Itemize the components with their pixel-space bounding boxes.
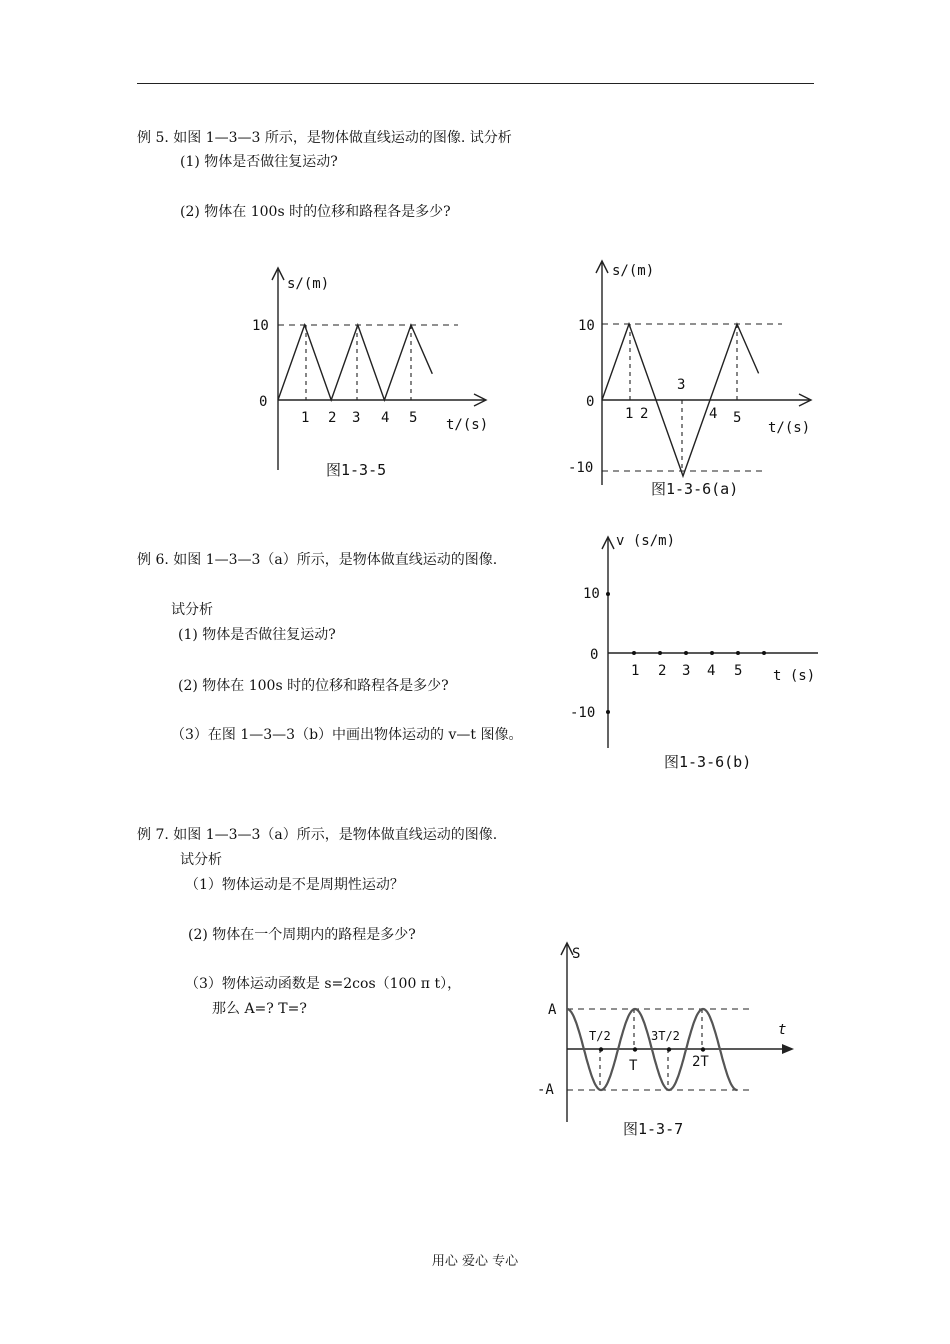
- ex5-q1: (1) 物体是否做往复运动?: [180, 154, 338, 170]
- x-tick-2T: 2T: [692, 1054, 709, 1070]
- x-axis-label: t/(s): [768, 420, 811, 436]
- x-tick-4: 4: [381, 410, 390, 426]
- y-tick-A: A: [548, 1002, 557, 1018]
- ex6-q1: (1) 物体是否做往复运动?: [178, 627, 336, 643]
- period-dot-2: [667, 1047, 671, 1051]
- x-tick-T2: T/2: [589, 1029, 611, 1043]
- y-tick-10: 10: [578, 318, 595, 334]
- x-tick-3: 3: [677, 377, 686, 393]
- ex7-sub: 试分析: [180, 852, 222, 868]
- ex7-title: 例 7. 如图 1—3—3（a）所示，是物体做直线运动的图像.: [137, 827, 498, 843]
- y-axis-label: s/(m): [612, 263, 655, 279]
- ex6-sub: 试分析: [171, 602, 213, 618]
- ex6-title: 例 6. 如图 1—3—3（a）所示，是物体做直线运动的图像.: [137, 552, 498, 568]
- period-dot-3: [701, 1047, 705, 1051]
- ex5-q2: (2) 物体在 100s 时的位移和路程各是多少?: [180, 204, 451, 220]
- x-tick-2: 2: [640, 406, 649, 422]
- ex7-q3: （3）物体运动函数是 s=2cos（100 π t），: [185, 976, 462, 992]
- x-tick-4: 4: [709, 406, 718, 422]
- caption: 图1-3-5: [326, 461, 387, 479]
- caption: 图1-3-6(a): [651, 480, 739, 498]
- x-tick-5: 5: [409, 410, 418, 426]
- y-tick-neg10: -10: [568, 460, 594, 476]
- x-tick-3: 3: [352, 410, 361, 426]
- ex7-q1: （1）物体运动是不是周期性运动？: [185, 877, 404, 893]
- ex7-q2: (2) 物体在一个周期内的路程是多少?: [188, 927, 416, 943]
- page-footer: 用心 爱心 专心: [431, 1254, 519, 1269]
- ex6-q2: (2) 物体在 100s 时的位移和路程各是多少?: [178, 678, 449, 694]
- x-tick-1: 1: [301, 410, 310, 426]
- period-dot-1: [633, 1047, 637, 1051]
- x-tick-5: 5: [734, 663, 743, 679]
- x-tick-4: 4: [707, 663, 716, 679]
- x-tick-3T2: 3T/2: [651, 1029, 680, 1043]
- y-tick-10: 10: [252, 318, 269, 334]
- y-tick-0: 0: [590, 647, 599, 663]
- y-tick-negA: -A: [537, 1082, 554, 1098]
- ex5-title: 例 5. 如图 1—3—3 所示，是物体做直线运动的图像. 试分析: [137, 130, 512, 146]
- x-tick-3: 3: [682, 663, 691, 679]
- x-tick-2: 2: [658, 663, 667, 679]
- x-axis-label: t (s): [773, 668, 816, 684]
- y-axis-label: S: [572, 946, 581, 962]
- y-tick-0: 0: [259, 394, 268, 410]
- x-tick-T: T: [629, 1058, 638, 1074]
- ex6-q3: （3）在图 1—3—3（b）中画出物体运动的 v—t 图像。: [171, 727, 523, 743]
- y-tick-neg10: -10: [570, 705, 596, 721]
- x-tick-2: 2: [328, 410, 337, 426]
- y-axis-label: v (s/m): [616, 533, 676, 549]
- x-axis-label: t/(s): [446, 417, 489, 433]
- x-tick-1: 1: [625, 406, 634, 422]
- ex7-q3b: 那么 A=? T=?: [212, 1001, 307, 1017]
- x-tick-1: 1: [631, 663, 640, 679]
- y-tick-0: 0: [586, 394, 595, 410]
- x-axis-arrow: [782, 1044, 794, 1054]
- caption: 图1-3-6(b): [664, 753, 752, 771]
- y-axis-label: s/(m): [287, 276, 330, 292]
- x-axis-label: t: [778, 1022, 787, 1038]
- y-tick-10: 10: [583, 586, 600, 602]
- x-tick-5: 5: [733, 410, 742, 426]
- caption: 图1-3-7: [623, 1120, 684, 1138]
- period-dot-0: [599, 1047, 603, 1051]
